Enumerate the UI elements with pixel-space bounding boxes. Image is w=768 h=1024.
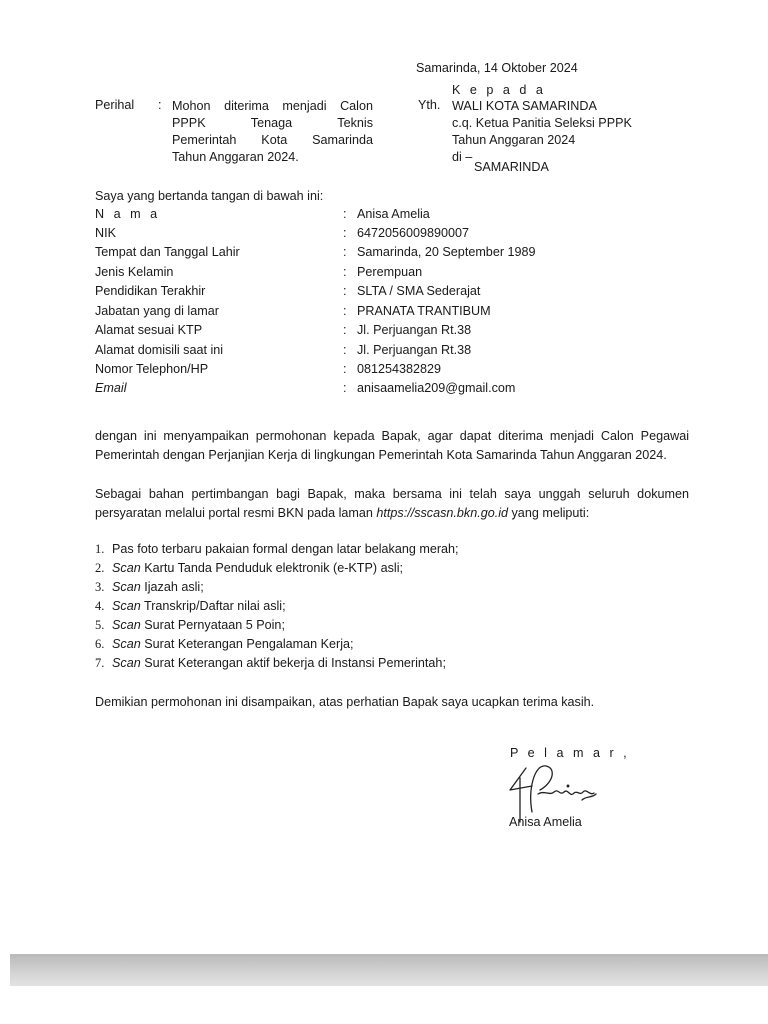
recipient-line-2: c.q. Ketua Panitia Seleksi PPPK [452,116,632,130]
identity-colon: : [343,362,347,376]
list-item [95,616,459,635]
identity-value: SLTA / SMA Sederajat [357,284,481,298]
list-text: Ijazah asli; [140,580,204,594]
document-list [95,540,459,673]
identity-row-address-domicile [95,343,695,362]
identity-colon: : [343,323,347,337]
list-text: Surat Keterangan aktif bekerja di Instansi Pemerintah; [140,656,446,670]
list-number: 7. [95,656,105,670]
letter-date: Samarinda, 14 Oktober 2024 [416,61,578,75]
list-number: 3. [95,580,105,594]
list-number: 1. [95,542,105,556]
scan-word: Scan [112,637,141,651]
identity-label: Alamat domisili saat ini [95,343,224,357]
list-text: Surat Keterangan Pengalaman Kerja; [140,637,354,651]
identity-row-nama [95,207,695,226]
list-number: 4. [95,599,105,613]
list-item [95,654,459,673]
bkn-portal-url: https://sscasn.bkn.go.id [376,506,509,520]
identity-label: Pendidikan Terakhir [95,284,206,298]
identity-row-email [95,381,695,400]
perihal-colon: : [158,98,162,112]
perihal-line-3: Pemerintah Kota Samarinda [172,133,373,147]
identity-colon: : [343,304,347,318]
identity-row-education [95,284,695,303]
list-text: Transkrip/Daftar nilai asli; [140,599,286,613]
identity-colon: : [343,207,347,221]
list-number: 2. [95,561,105,575]
perihal-line-4: Tahun Anggaran 2024. [172,150,299,164]
perihal-line-2: PPPK Tenaga Teknis [172,116,373,130]
identity-row-ttl [95,245,695,264]
identity-label: Jabatan yang di lamar [95,304,219,318]
identity-colon: : [343,265,347,279]
identity-colon: : [343,381,347,395]
scan-word: Scan [112,618,141,632]
list-item [95,578,459,597]
scan-word: Scan [112,656,141,670]
identity-label: NIK [95,226,116,240]
identity-row-gender [95,265,695,284]
identity-label: N a m a [95,207,161,221]
list-text: Kartu Tanda Penduduk elektronik (e-KTP) asli; [140,561,403,575]
closing-text: Demikian permohonan ini disampaikan, atas perhatian Bapak saya ucapkan terima kasih. [95,695,595,709]
identity-value: Jl. Perjuangan Rt.38 [357,343,472,357]
recipient-line-5: SAMARINDA [474,160,549,174]
scan-word: Scan [112,580,141,594]
scan-word: Scan [112,561,141,575]
identity-value: anisaamelia209@gmail.com [357,381,516,395]
body-paragraph-2-tail: yang meliputi: [508,506,590,520]
scan-word: Scan [112,599,141,613]
body-paragraph-2-text: Sebagai bahan pertimbangan bagi Bapak, maka bersama ini telah saya unggah seluruh dokumen persyaratan melalui portal resmi BKN pada laman [95,487,689,520]
identity-label: Nomor Telephon/HP [95,362,209,376]
yth-label: Yth. [418,98,441,112]
identity-label: Tempat dan Tanggal Lahir [95,245,240,259]
list-item [95,635,459,654]
identity-row-position [95,304,695,323]
identity-row-phone [95,362,695,381]
identity-label: Alamat sesuai KTP [95,323,203,337]
identity-colon: : [343,226,347,240]
list-text: Surat Pernyataan 5 Poin; [140,618,285,632]
identity-value: Anisa Amelia [357,207,430,221]
intro-text: Saya yang bertanda tangan di bawah ini: [95,189,324,203]
list-number: 5. [95,618,105,632]
identity-row-address-ktp [95,323,695,342]
list-number: 6. [95,637,105,651]
perihal-label: Perihal [95,98,135,112]
identity-colon: : [343,245,347,259]
identity-label: Jenis Kelamin [95,265,174,279]
identity-value: Samarinda, 20 September 1989 [357,245,536,259]
perihal-line-1: Mohon diterima menjadi Calon [172,99,373,113]
perihal-text [172,98,373,166]
recipient-line-4: di – [452,150,473,164]
kepada-heading: K e p a d a [452,83,546,97]
list-text: Pas foto terbaru pakaian formal dengan latar belakang merah; [112,542,459,556]
identity-value: 6472056009890007 [357,226,470,240]
list-item [95,540,459,559]
identity-value: PRANATA TRANTIBUM [357,304,491,318]
identity-colon: : [343,343,347,357]
recipient-line-1: WALI KOTA SAMARINDA [452,99,597,113]
body-paragraph-2 [95,485,689,523]
signature-title: P e l a m a r , [510,746,630,760]
identity-value: Perempuan [357,265,423,279]
list-item [95,597,459,616]
identity-colon: : [343,284,347,298]
body-paragraph-1: dengan ini menyampaikan permohonan kepada Bapak, agar dapat diterima menjadi Calon Pegawai Pemerintah dengan Perjanjian Kerja di lingkungan Pemerintah Kota Samarinda Tahun Anggaran 2024. [95,429,689,462]
identity-row-nik [95,226,695,245]
identity-label: Email [95,381,127,395]
scan-edge-bar [10,954,768,986]
list-item [95,559,459,578]
recipient-line-3: Tahun Anggaran 2024 [452,133,576,147]
identity-value: 081254382829 [357,362,442,376]
identity-value: Jl. Perjuangan Rt.38 [357,323,472,337]
signer-name: Anisa Amelia [509,815,582,829]
